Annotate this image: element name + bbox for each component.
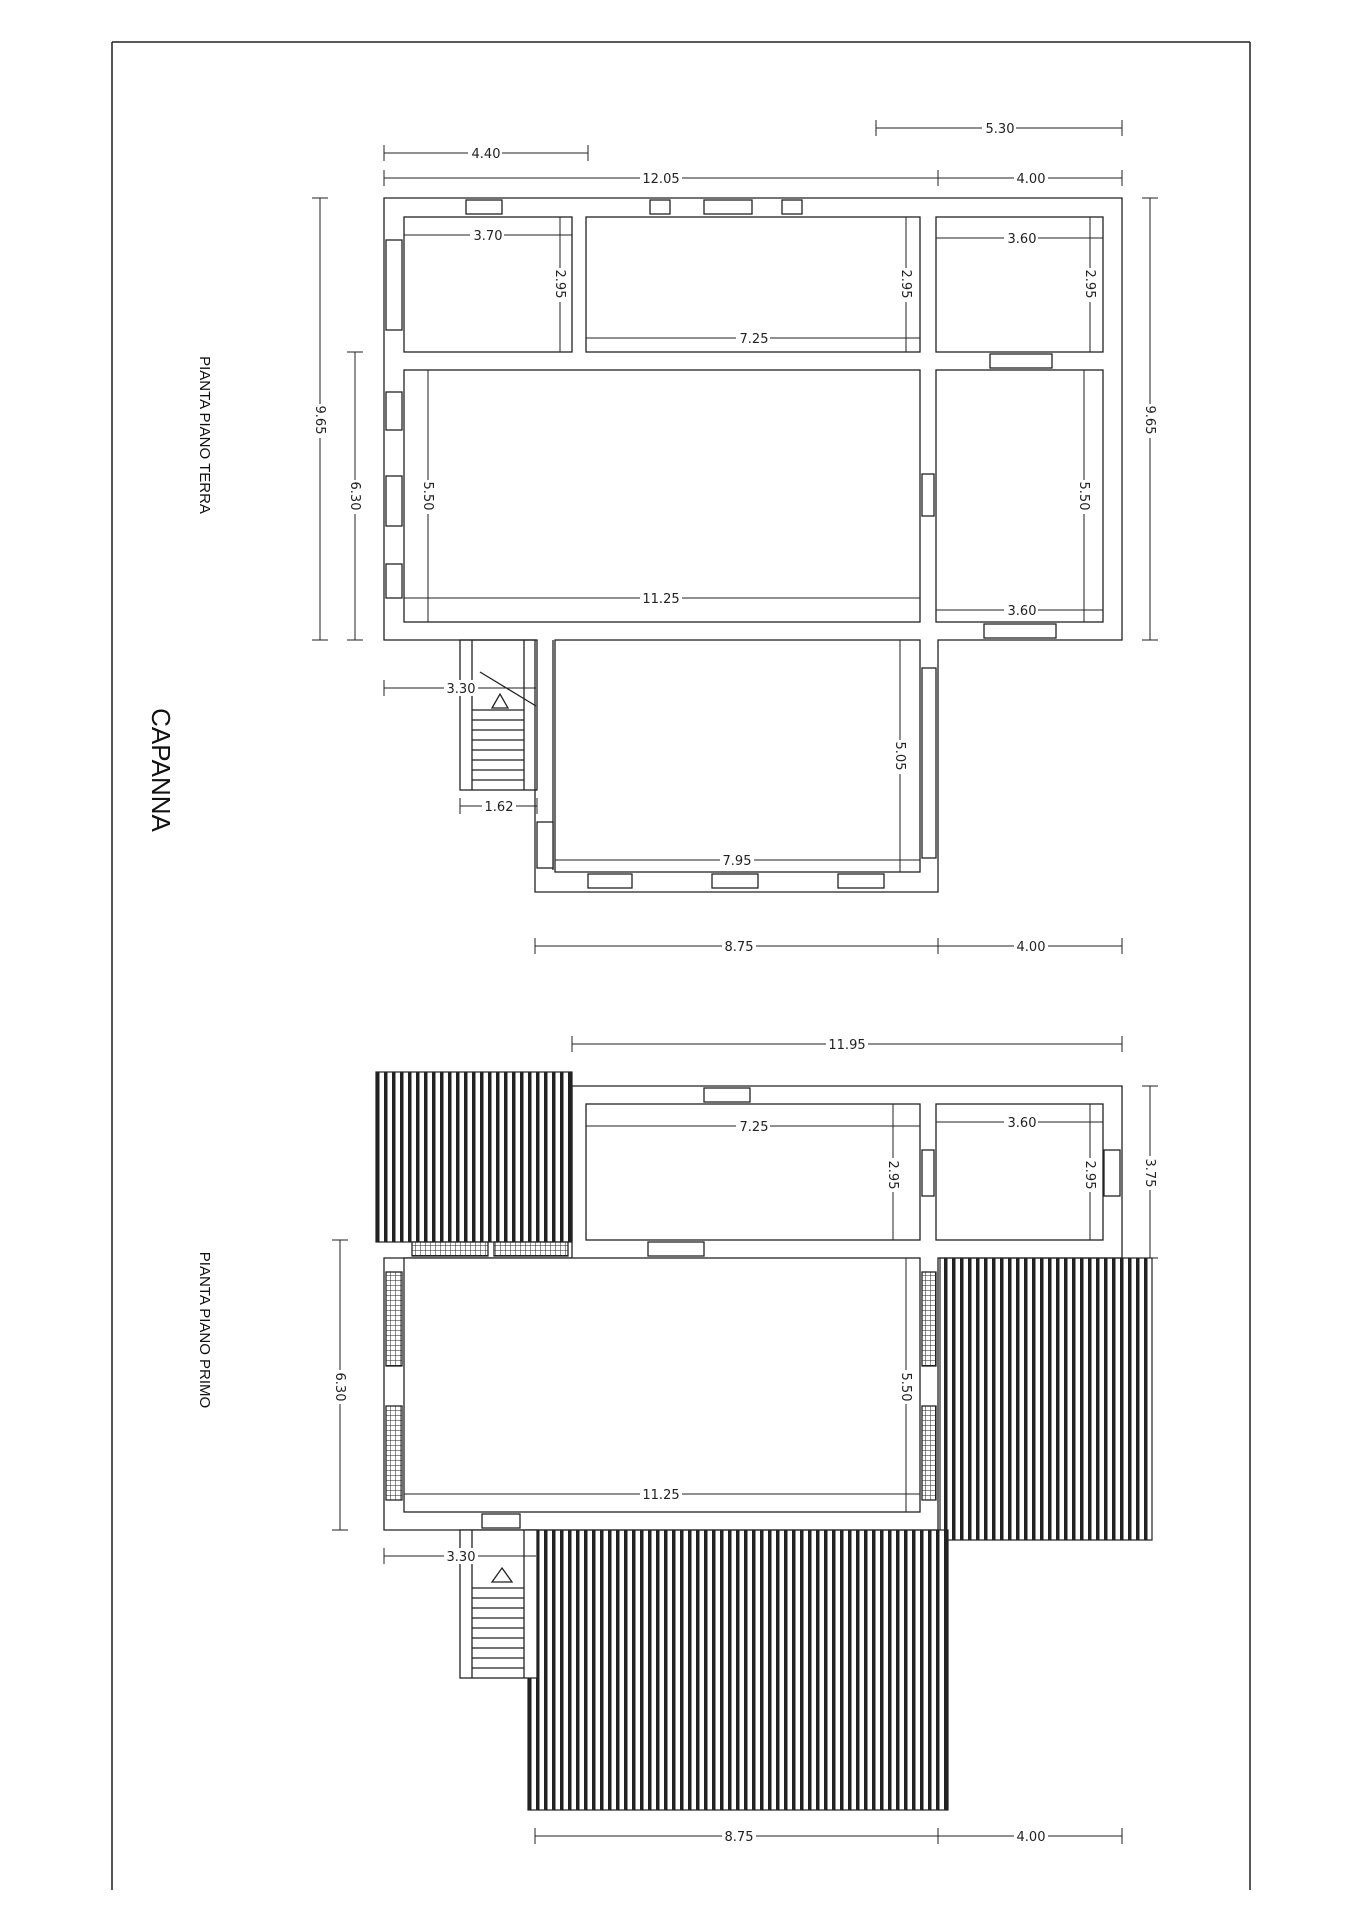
- dim-label: 11.95: [828, 1038, 866, 1053]
- ground-floor-plan: [384, 198, 1122, 892]
- gf-annex: [555, 640, 920, 872]
- gf-stair-treads: [472, 710, 524, 780]
- dim-label: 5.50: [898, 1372, 913, 1402]
- dim-label: 1.62: [484, 800, 514, 815]
- main-title: CAPANNA: [146, 708, 176, 832]
- dim-label: 2.95: [898, 269, 913, 299]
- dim-label: 2.95: [552, 269, 567, 299]
- dim-label: 12.05: [642, 172, 680, 187]
- ff-main-hall: [404, 1258, 920, 1512]
- dim-label: 8.75: [724, 1830, 754, 1845]
- dim-label: 4.00: [1016, 940, 1046, 955]
- dim-label: 2.95: [1082, 1160, 1097, 1190]
- dim-label: 8.75: [724, 940, 754, 955]
- dim-label: 2.95: [1082, 269, 1097, 299]
- dim-label: 11.25: [642, 1488, 680, 1503]
- dim-label: 5.50: [420, 481, 435, 511]
- dim-label: 3.60: [1007, 232, 1037, 247]
- dim-label: 9.65: [312, 405, 327, 435]
- dim-label: 2.95: [885, 1160, 900, 1190]
- dim-label: 3.60: [1007, 1116, 1037, 1131]
- dim-label: 4.00: [1016, 172, 1046, 187]
- gf-stair-arrow-icon: [492, 694, 508, 708]
- dim-label: 6.30: [347, 481, 362, 511]
- dim-label: 6.30: [332, 1372, 347, 1402]
- dim-label: 4.40: [471, 147, 501, 162]
- dim-label: 7.25: [739, 1120, 769, 1135]
- dim-label: 9.65: [1142, 405, 1157, 435]
- dim-label: 5.50: [1076, 481, 1091, 511]
- dim-label: 3.75: [1142, 1158, 1157, 1188]
- ground-floor-dim-labels: [312, 120, 1158, 955]
- dim-label: 5.30: [985, 122, 1015, 137]
- dim-label: 7.95: [722, 854, 752, 869]
- dim-label: 3.30: [446, 1550, 476, 1565]
- dim-label: 7.25: [739, 332, 769, 347]
- dim-label: 5.05: [892, 741, 907, 771]
- ff-roof-right: [940, 1258, 1152, 1540]
- ground-outer-wall: [384, 198, 1122, 892]
- dim-label: 3.70: [473, 229, 503, 244]
- gf-main-hall: [404, 370, 920, 622]
- gf-openings: [386, 200, 1056, 888]
- dim-label: 3.30: [446, 682, 476, 697]
- ff-roof-top-left: [376, 1072, 572, 1242]
- first-floor-title: PIANTA PIANO PRIMO: [196, 1251, 213, 1409]
- ground-floor-title: PIANTA PIANO TERRA: [196, 356, 213, 514]
- dim-label: 4.00: [1016, 1830, 1046, 1845]
- dim-label: 11.25: [642, 592, 680, 607]
- ff-roof-bottom: [528, 1530, 948, 1810]
- dim-label: 3.60: [1007, 604, 1037, 619]
